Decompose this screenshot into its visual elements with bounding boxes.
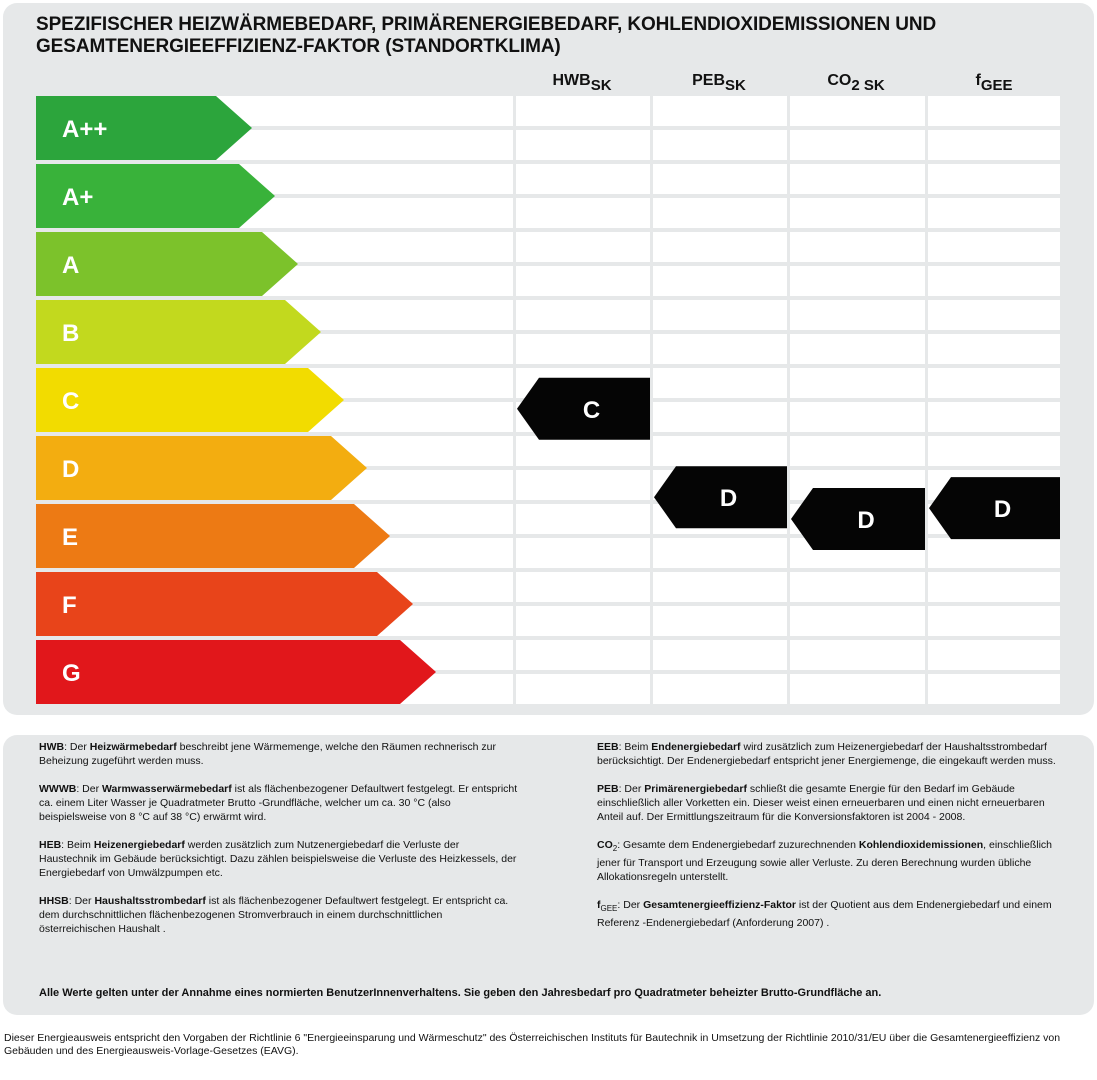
class-arrow-f [36, 572, 413, 636]
class-arrow-d [36, 436, 367, 500]
legend-right [597, 740, 1062, 944]
legend-left [39, 740, 519, 950]
legend-peb: PEB: Der Primärenergiebedarf schließt die gesamte Energie für den Bedarf im Gebäude einschließlich aller Vorketten ein. Dieser weist einen erneuerbaren und einen nicht erneuerbaren Anteil auf. Der Ermittlungszeitraum für die Konversionsfaktoren ist 2004 - 2008. [597, 783, 1045, 823]
legend-hwb: HWB: Der Heizwärmebedarf beschreibt jene Wärmemenge, welche den Räumen rechnerisch zur Beheizung zugeführt werden muss. [39, 741, 496, 767]
column-separator [787, 96, 790, 708]
class-label: B [62, 320, 80, 347]
class-label: A+ [62, 184, 94, 211]
column-separator [1060, 96, 1063, 708]
legend-hhsb: HHSB: Der Haushaltsstrombedarf ist als flächenbezogener Defaultwert festgelegt. Er entspricht ca. dem durchschnittlichen flächenbezogenen Stromverbrauch in einem durchschnittlichen österreichischen Haushalt . [39, 895, 509, 935]
column-header-co2: $CO_{2 SK}$ [827, 72, 885, 94]
legend-eeb: EEB: Beim Endenergiebedarf wird zusätzlich zum Heizenergiebedarf der Haushaltsstrombedarf berücksichtigt. Der Endenergiebedarf entspricht jener Energiemenge, die eingekauft werden muss. [597, 741, 1056, 767]
rating-label: D [719, 485, 738, 513]
column-header-peb: $PEB_{SK}$ [692, 72, 746, 94]
class-label: C [62, 388, 80, 415]
class-arrow-g [36, 640, 436, 704]
class-arrow-e [36, 504, 390, 568]
class-label: A [62, 252, 80, 279]
class-label: D [62, 456, 80, 483]
footer-text: Dieser Energieausweis entspricht den Vorgaben der Richtlinie 6 "Energieeinsparung und Wärmeschutz" des Österreichischen Instituts für Bautechnik in Umsetzung der Richtlinie 2010/31/EU über die Gesamtenergieeffizienz von Gebäuden und des Energieausweis-Vorlage-Gesetzes (EAVG). [4, 1032, 1061, 1057]
assumption-note: Alle Werte gelten unter der Annahme eines normierten BenutzerInnenverhaltens. Sie geben den Jahresbedarf pro Quadratmeter beheizter Brutto-Grundfläche an. [39, 987, 882, 999]
chart-title: SPEZIFISCHER HEIZWÄRMEBEDARF, PRIMÄRENERGIEBEDARF, KOHLENDIOXIDEMISSIONEN UND GESAMTENERGIEEFFIZIENZ-FAKTOR (STANDORTKLIMA) [36, 14, 937, 57]
column-separator [925, 96, 928, 708]
rating-label: D [857, 506, 875, 534]
legend-heb: HEB: Beim Heizenergiebedarf werden zusätzlich zum Nutzenergiebedarf die Verluste der Haustechnik im Gebäude berücksichtigt. Dazu zählen beispielsweise die Verluste des Heizkessels, der Energiebedarf von Umwälzpumpen etc. [39, 839, 517, 879]
legend-wwwb: WWWB: Der Warmwasserwärmebedarf ist als flächenbezogener Defaultwert festgelegt. Er entspricht ca. einem Liter Wasser je Quadratmeter Brutto -Grundfläche, welcher um ca. 30 °C (also beispielsweise von 8 °C auf 38 °C) erwärmt wird. [39, 783, 518, 823]
column-separator [513, 96, 516, 708]
class-label: F [62, 592, 77, 619]
rating-label: C [582, 396, 601, 424]
class-label: G [62, 660, 81, 687]
column-header-hwb: $HWB_{SK}$ [552, 72, 612, 94]
legend-co2: $CO_2$: Gesamte dem Endenergiebedarf zuzurechnenden Kohlendioxidemissionen, einschließlich jener für Transport und Erzeugung sowie aller Verluste. Zu deren Berechnung wurden übliche Allokationsregeln unterstellt. [597, 839, 1053, 884]
legend-fgee: $f_{GEE}$: Der Gesamtenergieeffizienz-Faktor ist der Quotient aus dem Endenergiebedarf und einem Referenz -Endenergiebedarf (Anforderung 2007) . [597, 899, 1052, 930]
column-header-fgee: $f_{GEE}$ [975, 72, 1013, 94]
rating-label: D [993, 496, 1012, 524]
class-label: E [62, 524, 79, 551]
class-label: A++ [62, 116, 108, 143]
class-arrow-c [36, 368, 344, 432]
column-separator [650, 96, 653, 708]
